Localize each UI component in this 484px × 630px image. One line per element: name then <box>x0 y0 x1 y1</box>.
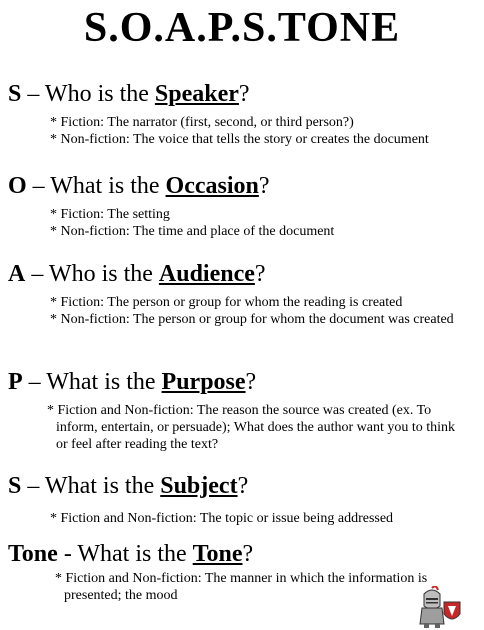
question-mark: ? <box>242 541 254 567</box>
question-mark: ? <box>238 81 250 107</box>
section-heading <box>8 368 478 396</box>
section-purpose <box>8 368 478 453</box>
bullet-nonfiction: * Non-fiction: The voice that tells the story or creates the document <box>50 132 429 147</box>
section-keyword: Subject <box>160 473 238 499</box>
section-bullets <box>8 570 478 604</box>
section-keyword: Audience <box>158 261 255 287</box>
section-letter: S <box>8 81 22 107</box>
section-letter: S <box>8 473 22 499</box>
bullet-fiction-nonfiction: * Fiction and Non-fiction: The topic or issue being addressed <box>50 511 394 526</box>
section-bullets <box>8 114 478 148</box>
section-subject <box>8 472 478 527</box>
section-question: - What is the <box>57 541 193 567</box>
section-keyword: Tone <box>192 541 243 567</box>
section-question: – Who is the <box>21 81 155 107</box>
bullet-nonfiction: * Non-fiction: The person or group for whom the document was created <box>50 312 454 327</box>
section-keyword: Speaker <box>154 81 239 107</box>
section-bullets <box>8 402 470 453</box>
question-mark: ? <box>237 473 249 499</box>
section-heading <box>8 260 478 288</box>
section-tone <box>8 540 478 604</box>
section-heading <box>8 172 478 200</box>
page-title: S.O.A.P.S.TONE <box>83 5 401 51</box>
bullet-fiction: * Fiction: The setting <box>50 207 170 222</box>
bullet-fiction: * Fiction: The person or group for whom the reading is created <box>50 295 403 310</box>
section-heading <box>8 80 478 108</box>
question-mark: ? <box>254 261 266 287</box>
section-letter: P <box>8 369 23 395</box>
section-audience <box>8 260 478 328</box>
section-heading <box>8 540 478 568</box>
section-letter: A <box>8 261 26 287</box>
section-question: – Who is the <box>25 261 159 287</box>
section-question: – What is the <box>22 369 162 395</box>
section-bullets <box>8 206 478 240</box>
question-mark: ? <box>258 173 270 199</box>
section-letter: Tone <box>8 541 58 567</box>
bullet-fiction-nonfiction: * Fiction and Non-fiction: The reason the source was created (ex. To inform, entertain, or persuade); What does the author want you to think or feel after reading the text? <box>47 403 456 452</box>
section-question: – What is the <box>26 173 166 199</box>
section-bullets <box>8 510 478 527</box>
section-keyword: Occasion <box>165 173 259 199</box>
section-bullets <box>8 294 478 328</box>
section-occasion <box>8 172 478 240</box>
section-letter: O <box>8 173 27 199</box>
section-speaker <box>8 80 478 148</box>
section-keyword: Purpose <box>161 369 246 395</box>
bullet-fiction-nonfiction: * Fiction and Non-fiction: The manner in which the information is presented; the mood <box>55 571 428 603</box>
bullet-nonfiction: * Non-fiction: The time and place of the document <box>50 224 335 239</box>
question-mark: ? <box>245 369 257 395</box>
knight-mascot-icon <box>412 586 464 628</box>
section-heading <box>8 472 478 500</box>
section-question: – What is the <box>21 473 161 499</box>
bullet-fiction: * Fiction: The narrator (first, second, or third person?) <box>50 115 354 130</box>
